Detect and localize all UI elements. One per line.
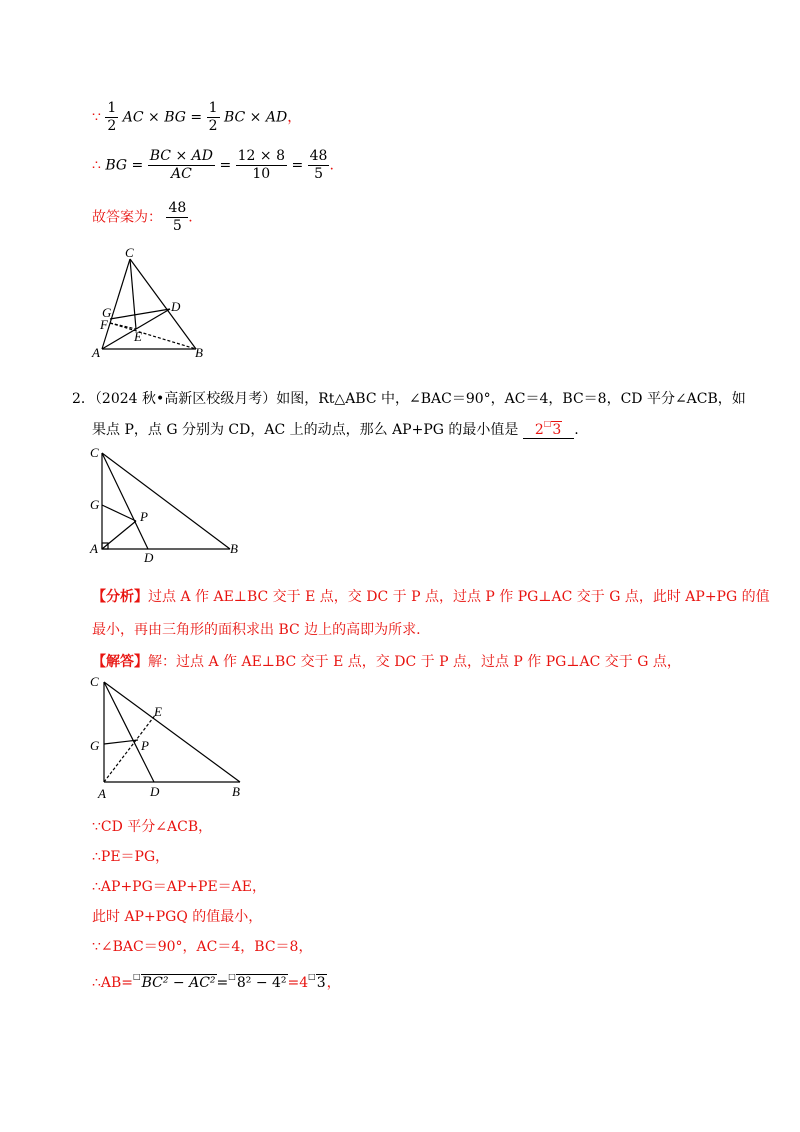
- fig1-label-a: A: [92, 345, 100, 360]
- fig2-label-a: A: [90, 541, 98, 556]
- step-6-ab-value: ∴AB=□BC² − AC²=□8² − 4²=4□3，: [92, 972, 341, 991]
- fig1-label-g: G: [102, 305, 112, 320]
- answer-blank: 2□3: [523, 421, 574, 439]
- answer-line: 故答案为： $\frac{48}{5}$ .: [92, 200, 193, 234]
- fig2-label-b: B: [230, 541, 238, 556]
- fig3-label-c: C: [90, 674, 99, 689]
- fig1-label-e: E: [134, 329, 142, 344]
- fig2-label-g: G: [90, 497, 100, 512]
- fig1-label-d: D: [171, 299, 181, 314]
- fig3-label-p: P: [141, 738, 149, 753]
- problem-2-line2: 果点 P，点 G 分别为 CD，AC 上的动点，那么 AP+PG 的最小值是 2□3 .: [92, 419, 579, 438]
- step-5: ∵∠BAC＝90°，AC＝4，BC＝8，: [92, 939, 313, 955]
- figure-2: [86, 445, 256, 565]
- step-2: ∴PE＝PG，: [92, 849, 170, 865]
- figure-3: [86, 672, 256, 802]
- analysis-line1: 【分析】过点 A 作 AE⊥BC 交于 E 点，交 DC 于 P 点，过点 P 作 PG⊥AC 交于 G 点，此时 AP+PG 的值: [92, 589, 770, 605]
- fig3-label-b: B: [232, 784, 240, 799]
- fig2-label-d: D: [144, 550, 154, 565]
- fig3-label-a: A: [98, 786, 106, 801]
- fig1-label-f: F: [100, 317, 108, 332]
- fig3-label-d: D: [150, 784, 160, 799]
- fig2-label-c: C: [90, 445, 99, 460]
- problem-number: 2．: [72, 391, 95, 407]
- equation-bg-value: ∴ BG = $\frac{BC \times AD}{AC}$ = $\frac{12 \times 8}{10}$ = $\frac{48}{5}$ .: [92, 148, 334, 182]
- fig1-label-c: C: [125, 245, 134, 260]
- fig1-label-b: B: [195, 345, 203, 360]
- because-symbol: ∵: [92, 109, 101, 126]
- fig2-label-p: P: [140, 509, 148, 524]
- equation-area-equality: ∵ $\frac{1}{2}$ AC × BG = $\frac{1}{2}$ BC × AD，: [92, 100, 302, 134]
- solution-line1: 【解答】解：过点 A 作 AE⊥BC 交于 E 点，交 DC 于 P 点，过点 P 作 PG⊥AC 交于 G 点，: [92, 654, 681, 670]
- figure-1: [88, 245, 218, 365]
- fig3-label-e: E: [154, 704, 162, 719]
- fig3-label-g: G: [90, 738, 100, 753]
- step-1: ∵CD 平分∠ACB，: [92, 819, 213, 835]
- analysis-line2: 最小，再由三角形的面积求出 BC 边上的高即为所求.: [92, 622, 421, 638]
- therefore-symbol: ∴: [92, 157, 101, 174]
- analysis-tag: 【分析】: [92, 589, 148, 605]
- step-4: 此时 AP+PGQ 的值最小，: [92, 909, 263, 925]
- problem-2-line1: 2．（2024 秋•高新区校级月考）如图，Rt△ABC 中，∠BAC＝90°，AC＝4，BC＝8，CD 平分∠ACB，如: [72, 391, 746, 407]
- step-3: ∴AP+PG＝AP+PE＝AE，: [92, 879, 267, 895]
- solution-tag: 【解答】: [92, 654, 148, 670]
